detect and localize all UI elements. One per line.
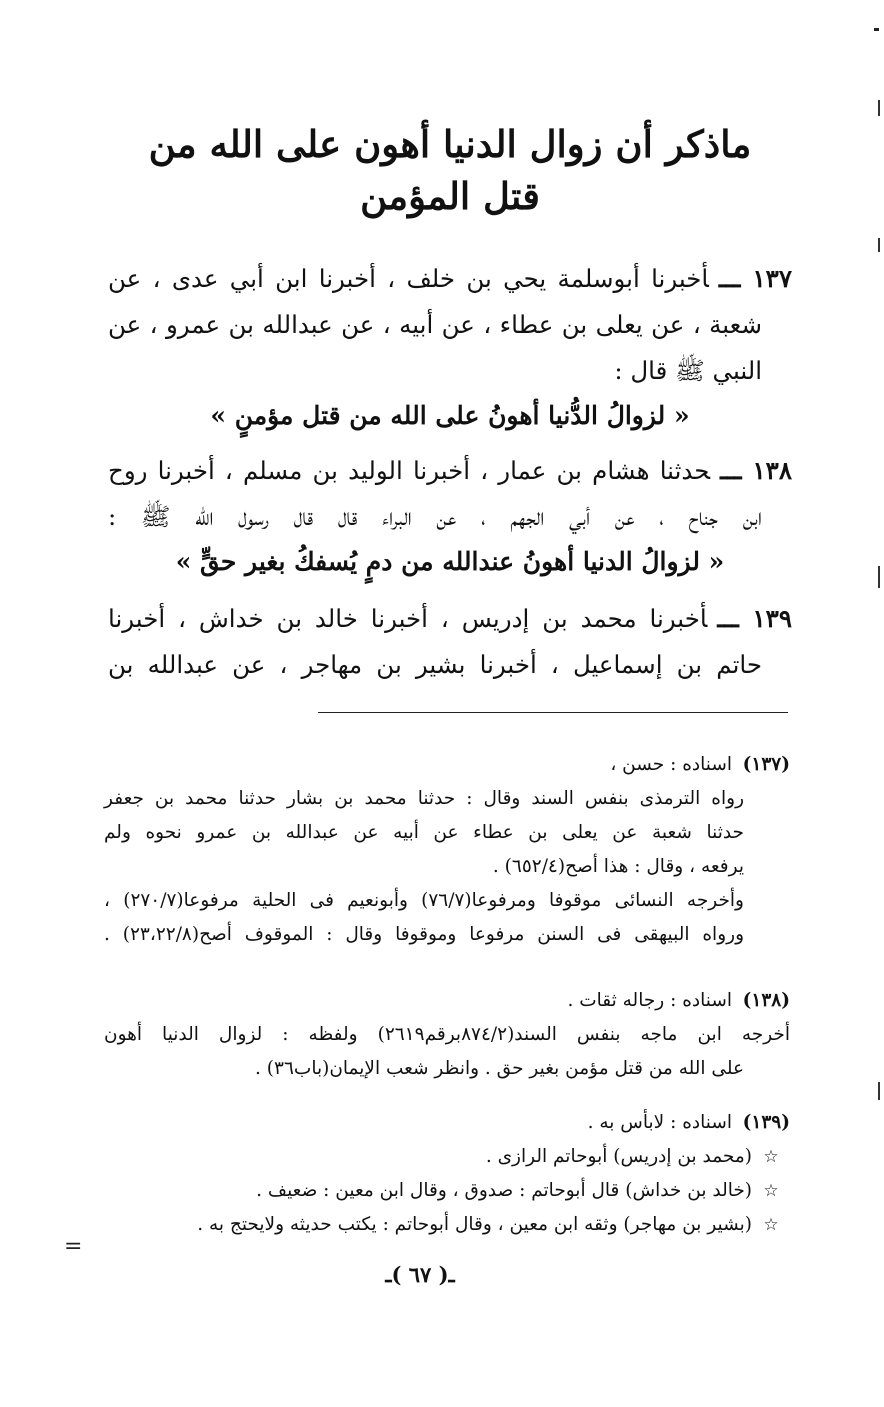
- hadith-139: [108, 596, 792, 688]
- hadith-line: النبي ﷺ قال :: [614, 356, 762, 385]
- footnote-head: (١٣٧)اسناده : حسن ،: [104, 748, 790, 782]
- footnote-line: حدثنا شعبة عن يعلى بن عطاء عن أبيه عن عبدالله بن عمرو نحوه ولم: [104, 822, 744, 843]
- hadith-number: ١٣٧ ـــ: [718, 264, 792, 293]
- footnote-139: [104, 1106, 790, 1242]
- footnote-138: [104, 984, 790, 1086]
- scan-edge-mark: [878, 566, 880, 588]
- star-icon: ☆: [763, 1181, 779, 1201]
- margin-mark: =: [64, 1234, 83, 1259]
- narrator-note: ☆(محمد بن إدريس) أبوحاتم الرازى .: [104, 1140, 790, 1174]
- scan-edge-mark: [878, 100, 880, 116]
- hadith-137: [108, 256, 792, 438]
- hadith-line: ١٣٩ ـــأخبرنا محمد بن إدريس ، أخبرنا خالد بن خداش ، أخبرنا: [108, 604, 792, 633]
- footnote-line: يرفعه ، وقال : هذا أصح(٦٥٢/٤) .: [492, 856, 744, 877]
- chapter-title-line-2: قتل المؤمن: [360, 174, 540, 218]
- narrator-note: ☆(بشير بن مهاجر) وثقه ابن معين ، وقال أبوحاتم : يكتب حديثه ولايحتج به .: [104, 1208, 790, 1242]
- hadith-line: حاتم بن إسماعيل ، أخبرنا بشير بن مهاجر ، عن عبدالله بن: [108, 650, 762, 679]
- footnote-line: ورواه البيهقى فى السنن مرفوعا وموقوفا وقال : الموقوف أصح(٢٣،٢٢/٨) .: [104, 924, 744, 945]
- scan-mark: [874, 28, 879, 31]
- star-icon: ☆: [763, 1147, 779, 1167]
- hadith-138: [108, 448, 792, 584]
- footnote-head: (١٣٨)اسناده : رجاله ثقات .: [104, 984, 790, 1018]
- scan-edge-mark: [878, 238, 880, 252]
- scan-edge-mark: [878, 1082, 880, 1100]
- footnote-number: (١٣٧): [742, 754, 790, 775]
- narrator-note: ☆(خالد بن خداش) قال أبوحاتم : صدوق ، وقال ابن معين : ضعيف .: [104, 1174, 790, 1208]
- footnote-number: (١٣٩): [742, 1112, 790, 1133]
- footnote-number: (١٣٨): [742, 990, 790, 1011]
- hadith-line: شعبة ، عن يعلى بن عطاء ، عن أبيه ، عن عبدالله بن عمرو ، عن: [108, 310, 762, 339]
- hadith-number: ١٣٨ ـــ: [720, 456, 792, 485]
- footnote-line: على الله من قتل مؤمن بغير حق . وانظر شعب الإيمان(باب٣٦) .: [255, 1058, 744, 1079]
- footnote-line: وأخرجه النسائى موقوفا ومرفوعا(٧٦/٧) وأبونعيم فى الحلية مرفوعا(٢٧٠/٧) ،: [104, 890, 744, 911]
- hadith-quote: « لزوالُ الدنيا أهونُ عندالله من دمٍ يُسفكُ بغير حقٍّ »: [175, 547, 725, 576]
- footnote-line: رواه الترمذى بنفس السند وقال : حدثنا محمد بن بشار حدثنا محمد بن جعفر: [104, 788, 744, 809]
- hadith-line: ابن جناح ، عن أبي الجهم ، عن البراء قال قال رسول الله ﷺ :: [108, 502, 762, 531]
- footnote-137: [104, 748, 790, 952]
- chapter-title-line-1: ماذكر أن زوال الدنيا أهون على الله من: [148, 122, 752, 166]
- page-number: ـ( ٦٧ )ـ: [385, 1262, 455, 1287]
- hadith-quote: « لزوالُ الدُّنيا أهونُ على الله من قتل مؤمنٍ »: [210, 401, 690, 430]
- footnote-line: أخرجه ابن ماجه بنفس السند(٨٧٤/٢برقم٢٦١٩) ولفظه : لزوال الدنيا أهون: [104, 1024, 790, 1045]
- footnote-divider: [318, 712, 788, 713]
- star-icon: ☆: [763, 1215, 779, 1235]
- hadith-line: ١٣٨ ـــحدثنا هشام بن عمار ، أخبرنا الوليد بن مسلم ، أخبرنا روح: [108, 456, 792, 485]
- hadith-number: ١٣٩ ـــ: [717, 604, 792, 633]
- footnote-head: (١٣٩)اسناده : لابأس به .: [104, 1106, 790, 1140]
- hadith-line: ١٣٧ ـــأخبرنا أبوسلمة يحي بن خلف ، أخبرنا ابن أبي عدى ، عن: [108, 264, 792, 293]
